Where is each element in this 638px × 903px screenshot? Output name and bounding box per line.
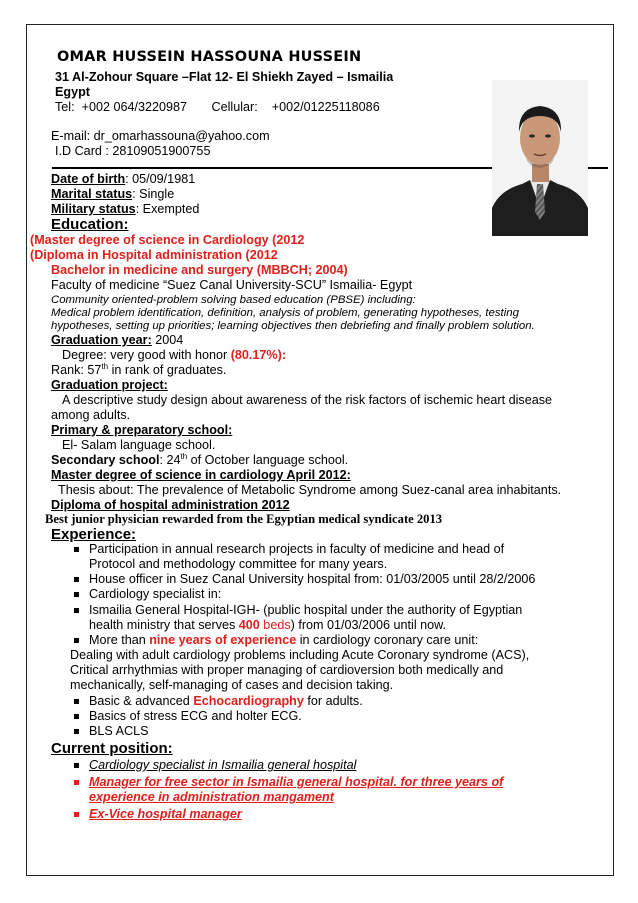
rank-sup: th — [101, 361, 109, 371]
current-item-1: Cardiology specialist in Ismailia general hospital — [89, 758, 357, 772]
exp-item-5 — [89, 633, 478, 648]
exp-item-8: BLS ACLS — [89, 724, 149, 738]
secondary-school-line — [51, 453, 348, 468]
marital-label: Marital status — [51, 187, 133, 201]
military-value: : Exempted — [135, 202, 200, 216]
square-bullet-icon — [74, 577, 79, 582]
marital-value: : Single — [132, 187, 175, 201]
exp-paragraph-3: mechanically, self-managing of cases and decision taking. — [70, 678, 394, 692]
square-bullet-icon — [74, 547, 79, 552]
exp-item-6 — [89, 694, 363, 709]
medical-line-2: hypotheses, setting up priorities; learning objectives then debriefing and finally problem solution. — [51, 320, 535, 332]
exp-paragraph-1: Dealing with adult cardiology problems including Acute Coronary syndrome (ACS), — [70, 648, 530, 662]
square-bullet-icon — [74, 763, 79, 768]
diploma-label: Diploma of hospital administration 2012 — [51, 498, 290, 512]
military-label: Military status — [51, 202, 136, 216]
exp6-highlight: Echocardiography — [193, 694, 304, 708]
exp-item-7: Basics of stress ECG and holter ECG. — [89, 709, 302, 723]
exp-item-4-line-1: Ismailia General Hospital-IGH- (public hospital under the authority of Egyptian — [89, 603, 523, 617]
exp6-post: for adults. — [303, 694, 363, 708]
beds-pre: health ministry that serves — [89, 618, 239, 632]
address-line-1: 31 Al-Zohour Square –Flat 12- El Shiekh Zayed – Ismailia — [55, 70, 394, 84]
square-bullet-icon — [74, 729, 79, 734]
portrait-image-icon — [492, 80, 588, 236]
beds-count: 400 — [238, 618, 260, 632]
medical-line-1: Medical problem identification, definition, analysis of problem, generating hypotheses, testing — [51, 307, 519, 319]
grad-year-value: 2004 — [151, 333, 184, 347]
bachelor-line: Bachelor in medicine and surgery (MBBCH; 2004) — [51, 263, 348, 277]
exp-item-1-line-2: Protocol and methodology committee for many years. — [89, 557, 388, 571]
grad-year-line — [51, 333, 183, 348]
education-heading: Education: — [51, 216, 129, 233]
exp-item-2: House officer in Suez Canal University hospital from: 01/03/2005 until 28/2/2006 — [89, 572, 536, 586]
degree-text: Degree: very good with honor — [62, 348, 231, 362]
address-line-2: Egypt — [55, 85, 90, 99]
primary-school-label: Primary & preparatory school: — [51, 423, 233, 437]
faculty-line: Faculty of medicine “Suez Canal University-SCU” Ismailia- Egypt — [51, 278, 413, 292]
rank-line — [51, 363, 226, 378]
exp5-highlight: nine years of experience — [149, 633, 297, 647]
grad-project-line-2: among adults. — [51, 408, 131, 422]
grad-year-label: Graduation year: — [51, 333, 152, 347]
thesis-line: Thesis about: The prevalence of Metabolic Syndrome among Suez-canal area inhabitants. — [58, 483, 562, 497]
dob-value: : 05/09/1981 — [125, 172, 196, 186]
cell-label: Cellular: — [211, 100, 258, 114]
community-line: Community oriented-problem solving based education (PBSE) including: — [51, 294, 416, 306]
profile-photo — [492, 80, 588, 236]
grad-project-line-1: A descriptive study design about awareness of the risk factors of ischemic heart disease — [62, 393, 553, 407]
rank-post: in rank of graduates. — [108, 363, 227, 377]
military-line — [51, 202, 199, 217]
current-item-3: Ex-Vice hospital manager — [89, 807, 242, 821]
square-bullet-icon — [74, 714, 79, 719]
grad-project-label: Graduation project: — [51, 378, 168, 392]
exp5-pre: More than — [89, 633, 150, 647]
square-bullet-icon — [74, 608, 79, 613]
award-line: Best junior physician rewarded from the Egyptian medical syndicate 2013 — [45, 512, 443, 526]
exp6-pre: Basic & advanced — [89, 694, 194, 708]
tel-number: +002 064/3220987 — [81, 100, 188, 114]
square-bullet-icon — [74, 699, 79, 704]
exp-item-4-line-2 — [89, 618, 446, 633]
exp-paragraph-2: Critical arrhythmias with proper managing of cardioversion both medically and — [70, 663, 504, 677]
exp-item-1-line-1: Participation in annual research projects in faculty of medicine and head of — [89, 542, 505, 556]
square-bullet-icon — [74, 780, 79, 785]
secondary-pre: : 24 — [159, 453, 181, 467]
beds-post: ) from 01/03/2006 until now. — [290, 618, 447, 632]
diploma-red-line: (Diploma in Hospital administration (2012 — [30, 248, 278, 262]
marital-line — [51, 187, 174, 202]
dob-line — [51, 172, 195, 187]
cell-number: +002/01225118086 — [271, 100, 380, 114]
exp5-post: in cardiology coronary care unit: — [296, 633, 479, 647]
phone-line — [55, 100, 380, 115]
tel-label: Tel: — [55, 100, 75, 114]
secondary-post: of October language school. — [187, 453, 349, 467]
id-card-line: I.D Card : 28109051900755 — [55, 144, 211, 158]
secondary-sup: th — [180, 451, 188, 461]
email-line: E-mail: dr_omarhassouna@yahoo.com — [51, 129, 270, 143]
primary-school-line: El- Salam language school. — [62, 438, 216, 452]
rank-text: Rank: 57 — [51, 363, 102, 377]
masters-red-line: (Master degree of science in Cardiology (2012 — [30, 233, 305, 247]
square-bullet-icon — [74, 638, 79, 643]
square-bullet-icon — [74, 812, 79, 817]
master-degree-label: Master degree of science in cardiology April 2012: — [51, 468, 351, 482]
current-item-2-line-1: Manager for free sector in Ismailia general hospital. for three years of — [89, 775, 504, 789]
degree-percent: (80.17%): — [230, 348, 287, 362]
current-position-heading: Current position: — [51, 740, 173, 757]
exp-item-3: Cardiology specialist in: — [89, 587, 222, 601]
experience-heading: Experience: — [51, 526, 137, 543]
square-bullet-icon — [74, 592, 79, 597]
degree-line — [62, 348, 286, 363]
candidate-name: OMAR HUSSEIN HASSOUNA HUSSEIN — [57, 49, 362, 65]
dob-label: Date of birth — [51, 172, 126, 186]
secondary-label: Secondary school — [51, 453, 160, 467]
current-item-2-line-2: experience in administration mangament — [89, 790, 334, 804]
beds-word: beds — [259, 618, 291, 632]
